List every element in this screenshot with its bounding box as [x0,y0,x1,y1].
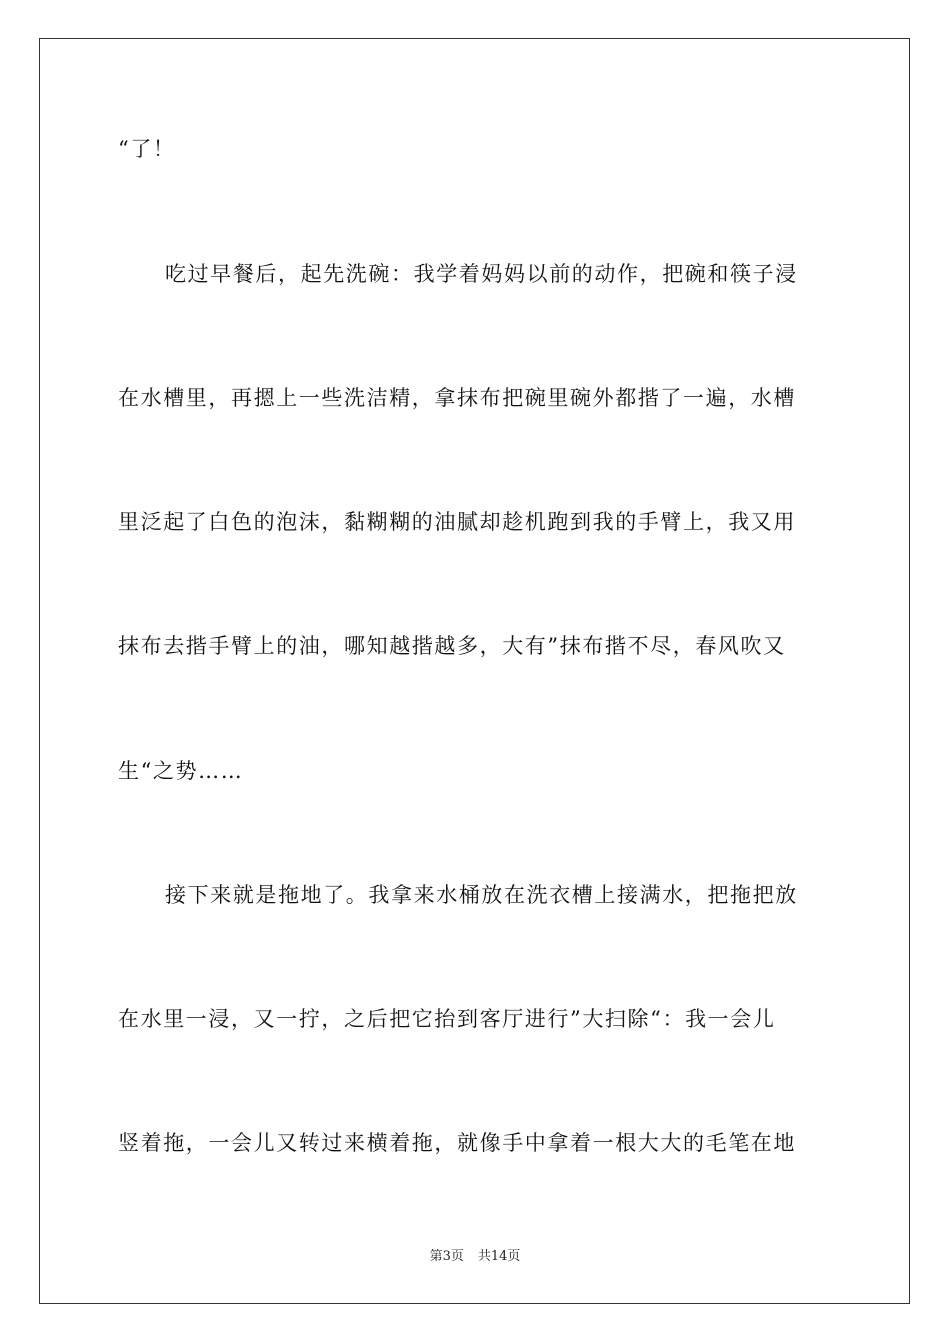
text-line: “了！ [118,137,176,161]
text-line: 在水槽里，再摁上一些洗洁精，拿抹布把碗里碗外都揩了一遍，水槽 [118,386,796,410]
text-line: 生“之势…… [118,759,244,783]
text-line: 里泛起了白色的泡沫，黏糊糊的油腻却趁机跑到我的手臂上，我又用 [118,510,796,534]
text-line: 抹布去揩手臂上的油，哪知越揩越多，大有”抹布揩不尽，春风吹又 [118,634,786,658]
text-line: 竖着拖，一会儿又转过来横着拖，就像手中拿着一根大大的毛笔在地 [118,1131,796,1155]
page-footer [0,1248,950,1266]
text-line: 在水里一浸，又一拧，之后把它抬到客厅进行”大扫除“：我一会儿 [118,1007,776,1031]
page-number: 第3页 [429,1249,464,1264]
total-pages: 共14页 [477,1249,521,1264]
paragraph-start-line: 接下来就是拖地了。我拿来水桶放在洗衣槽上接满水，把拖把放 [165,883,798,907]
paragraph-start-line: 吃过早餐后，起先洗碗：我学着妈妈以前的动作，把碗和筷子浸 [165,262,798,286]
page-frame [39,38,910,1304]
